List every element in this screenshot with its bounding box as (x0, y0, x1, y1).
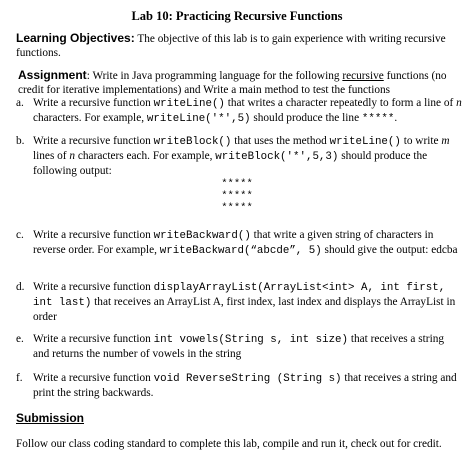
item-text (33, 96, 462, 126)
text-run: Write a recursive function (33, 281, 154, 293)
item-e (16, 332, 462, 361)
text-run: should produce the line (250, 112, 362, 124)
code-run: writeBackward() (153, 230, 251, 242)
code-run: writeBlock() (153, 136, 232, 148)
code-run: writeBlock('*',5,3) (215, 151, 339, 163)
code-run: ***** (361, 113, 395, 125)
text-run: characters. For example, (33, 112, 147, 124)
code-run: void ReverseString (String s) (153, 373, 342, 385)
text-run: Write a recursive function (33, 97, 154, 109)
item-text (33, 371, 462, 400)
item-a (16, 96, 462, 126)
text-run: to write (400, 135, 442, 147)
assignment-paragraph (18, 68, 462, 97)
submission-text: Follow our class coding standard to complete this lab, compile and run it, check out for credit. (16, 438, 442, 450)
italic-run: n (69, 150, 76, 162)
item-text (33, 134, 462, 178)
text-run: that uses the method (231, 135, 330, 147)
text-run: that write a given string of characters in reverse order. For example, (33, 229, 434, 256)
item-c (16, 228, 462, 258)
italic-run: n (456, 97, 462, 109)
text-run: should give the output: edcba (321, 244, 458, 256)
italic-run: m (441, 135, 450, 147)
objectives-text: The objective of this lab is to gain experience with writing recursive functions. (16, 33, 446, 59)
item-letter: f. (16, 372, 23, 384)
star-output-line: ***** (221, 178, 253, 190)
text-run: that receives a string and returns the number of vowels in the string (33, 333, 445, 360)
text-run: that receives a string and print the string backwards. (33, 372, 457, 399)
item-b (16, 134, 462, 178)
assignment-text-a: : Write in Java programming language for the following (86, 70, 343, 82)
code-run: writeLine('*',5) (146, 113, 251, 125)
text-run: that writes a character repeatedly to form a line of (224, 97, 457, 109)
text-run: lines of (33, 150, 70, 162)
item-f (16, 371, 462, 400)
item-d (16, 280, 462, 324)
code-run: int vowels(String s, int size) (153, 334, 349, 346)
item-letter: b. (16, 135, 25, 147)
text-run: Write a recursive function (33, 333, 154, 345)
code-run: writeLine() (153, 98, 225, 110)
text-run: . (394, 112, 398, 124)
star-output-line: ***** (221, 202, 253, 214)
code-run: writeLine() (329, 136, 401, 148)
assignment-recursive-word: recursive (342, 70, 384, 82)
code-run: displayArrayList(ArrayList<int> A, int first, int last) (33, 282, 446, 309)
item-letter: c. (16, 229, 24, 241)
text-run: Write a recursive function (33, 372, 154, 384)
code-run: writeBackward(“abcde”, 5) (159, 245, 322, 257)
item-text (33, 332, 462, 361)
page-title: Lab 10: Practicing Recursive Functions (131, 9, 343, 23)
text-run: Write a recursive function (33, 135, 154, 147)
item-letter: d. (16, 281, 25, 293)
item-letter: e. (16, 333, 24, 345)
text-run: should produce the following output: (33, 150, 428, 177)
text-run: Write a recursive function (33, 229, 154, 241)
item-text (33, 280, 462, 324)
submission-heading: Submission (16, 411, 85, 425)
text-run: characters each. For example, (75, 150, 216, 162)
text-run: that receives an ArrayList A, first index, last index and displays the ArrayList in order (33, 296, 456, 323)
assignment-label: Assignment (18, 68, 87, 82)
item-letter: a. (16, 97, 24, 109)
star-output-line: ***** (221, 190, 253, 202)
item-text (33, 228, 462, 258)
learning-objectives (16, 31, 462, 60)
objectives-label: Learning Objectives: (16, 31, 135, 45)
assignment-text-b: functions (no credit for iterative implementations) and Write a main method to test the functions (18, 70, 447, 96)
